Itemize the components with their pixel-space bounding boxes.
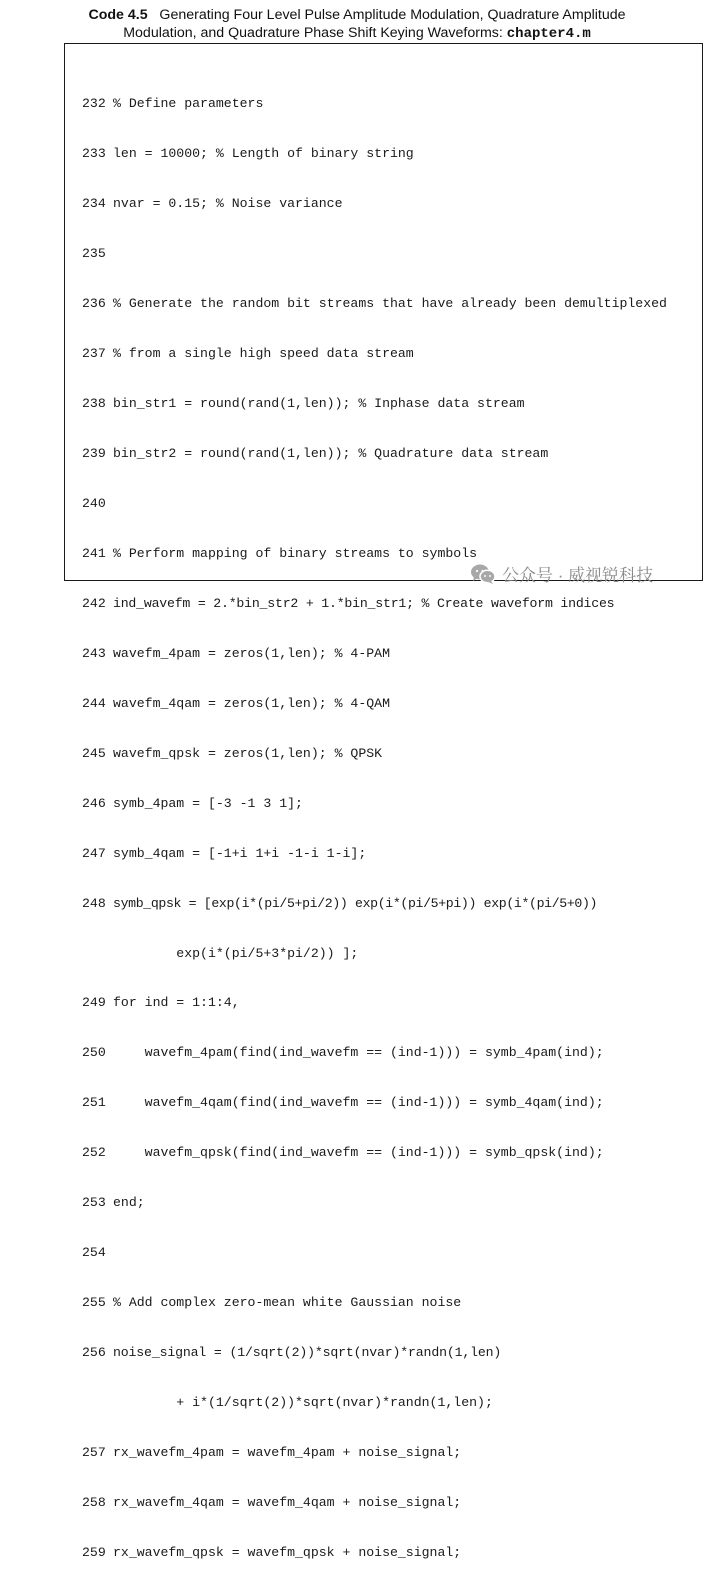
code-line xyxy=(82,1445,667,1462)
code-line xyxy=(82,96,667,113)
line-number: 248 xyxy=(82,895,106,911)
code-text: symb_4qam = [-1+i 1+i -1-i 1-i]; xyxy=(113,845,367,861)
code-line xyxy=(82,896,667,913)
code-line xyxy=(82,246,667,263)
code-line xyxy=(82,1345,667,1362)
code-line xyxy=(82,446,667,463)
line-number: 257 xyxy=(82,1445,106,1461)
line-number: 234 xyxy=(82,196,106,212)
code-text: + i*(1/sqrt(2))*sqrt(nvar)*randn(1,len); xyxy=(113,1395,493,1411)
code-text: wavefm_4qam = zeros(1,len); % 4-QAM xyxy=(113,695,390,711)
code-line xyxy=(82,846,667,863)
code-text: ind_wavefm = 2.*bin_str2 + 1.*bin_str1; % Create waveform indices xyxy=(113,595,615,611)
line-number: 242 xyxy=(82,595,106,611)
code-line xyxy=(82,1095,667,1112)
code-line xyxy=(82,1045,667,1062)
code-line xyxy=(82,796,667,813)
line-number: 254 xyxy=(82,1245,106,1261)
line-number: 245 xyxy=(82,745,106,761)
watermark xyxy=(470,561,653,586)
code-text: rx_wavefm_4qam = wavefm_4qam + noise_signal; xyxy=(113,1495,462,1510)
code-text: wavefm_qpsk(find(ind_wavefm == (ind-1))) = symb_qpsk(ind); xyxy=(113,1145,604,1161)
code-line xyxy=(82,746,667,763)
code-line xyxy=(82,1195,667,1212)
watermark-text: 公众号 · 威视锐科技 xyxy=(502,566,654,585)
line-number: 233 xyxy=(82,146,106,162)
code-text: % from a single high speed data stream xyxy=(113,346,414,362)
line-number: 238 xyxy=(82,396,106,412)
line-number: 240 xyxy=(82,495,106,511)
line-number: 239 xyxy=(82,445,106,461)
code-text: symb_4pam = [-3 -1 3 1]; xyxy=(113,795,303,811)
code-line xyxy=(82,1395,667,1412)
code-line xyxy=(82,1145,667,1162)
caption-filename: chapter4.m xyxy=(506,26,591,42)
code-line xyxy=(82,646,667,663)
code-line xyxy=(82,946,667,963)
code-text: rx_wavefm_4pam = wavefm_4pam + noise_signal; xyxy=(113,1445,462,1461)
line-number: 243 xyxy=(82,645,106,661)
code-line xyxy=(82,196,667,213)
line-number: 251 xyxy=(82,1095,106,1111)
code-text: % Generate the random bit streams that have already been demultiplexed xyxy=(113,296,667,312)
line-number: 258 xyxy=(82,1495,106,1510)
code-text: bin_str1 = round(rand(1,len)); % Inphase data stream xyxy=(113,396,525,412)
caption-label: Code 4.5 xyxy=(88,7,148,23)
code-line xyxy=(82,346,667,363)
code-line xyxy=(82,146,667,163)
code-text: exp(i*(pi/5+3*pi/2)) ]; xyxy=(113,945,359,961)
code-text: % Perform mapping of binary streams to symbols xyxy=(113,545,478,561)
line-number: 259 xyxy=(82,1544,106,1560)
code-text: len = 10000; % Length of binary string xyxy=(113,146,414,162)
code-line xyxy=(82,1495,667,1512)
line-number: 250 xyxy=(82,1045,106,1061)
code-text: for ind = 1:1:4, xyxy=(113,995,240,1011)
code-line xyxy=(82,596,667,613)
line-number: 249 xyxy=(82,995,106,1011)
code-text: noise_signal = (1/sqrt(2))*sqrt(nvar)*randn(1,len) xyxy=(113,1345,502,1361)
line-number: 244 xyxy=(82,695,106,711)
code-caption xyxy=(0,6,714,43)
code-text: end; xyxy=(113,1195,145,1211)
line-number: 235 xyxy=(82,246,106,262)
line-number: 255 xyxy=(82,1295,106,1311)
wechat-icon xyxy=(470,563,496,585)
code-text: rx_wavefm_qpsk = wavefm_qpsk + noise_signal; xyxy=(113,1544,462,1560)
code-text: % Add complex zero-mean white Gaussian noise xyxy=(113,1295,462,1311)
code-line xyxy=(82,496,667,513)
line-number: 237 xyxy=(82,346,106,362)
code-line xyxy=(82,696,667,713)
line-number: 241 xyxy=(82,545,106,561)
code-line xyxy=(82,396,667,413)
line-number: 232 xyxy=(82,96,106,112)
code-text: wavefm_4pam(find(ind_wavefm == (ind-1))) = symb_4pam(ind); xyxy=(113,1045,604,1061)
line-number: 256 xyxy=(82,1345,106,1361)
code-text: symb_qpsk = [exp(i*(pi/5+pi/2)) exp(i*(pi/5+pi)) exp(i*(pi/5+0)) xyxy=(113,895,598,911)
line-number: 247 xyxy=(82,845,106,861)
line-number: 236 xyxy=(82,296,106,312)
code-line xyxy=(82,1295,667,1312)
caption-title-2: Modulation, and Quadrature Phase Shift Keying Waveforms: xyxy=(123,25,503,41)
code-text: % Define parameters xyxy=(113,96,264,112)
code-line xyxy=(82,995,667,1012)
caption-title-1: Generating Four Level Pulse Amplitude Modulation, Quadrature Amplitude xyxy=(159,7,626,23)
code-text: wavefm_qpsk = zeros(1,len); % QPSK xyxy=(113,745,383,761)
line-number: 253 xyxy=(82,1195,106,1211)
code-text: wavefm_4qam(find(ind_wavefm == (ind-1))) = symb_4qam(ind); xyxy=(113,1095,604,1111)
code-listing xyxy=(82,63,667,1578)
caption-line-2 xyxy=(0,24,714,43)
code-text: bin_str2 = round(rand(1,len)); % Quadrature data stream xyxy=(113,445,549,461)
line-number: 252 xyxy=(82,1145,106,1161)
code-line xyxy=(82,1245,667,1262)
code-text: wavefm_4pam = zeros(1,len); % 4-PAM xyxy=(113,645,390,661)
code-line xyxy=(82,296,667,313)
code-line xyxy=(82,1545,667,1562)
code-text: nvar = 0.15; % Noise variance xyxy=(113,196,343,212)
line-number: 246 xyxy=(82,795,106,811)
caption-line-1 xyxy=(0,6,714,24)
